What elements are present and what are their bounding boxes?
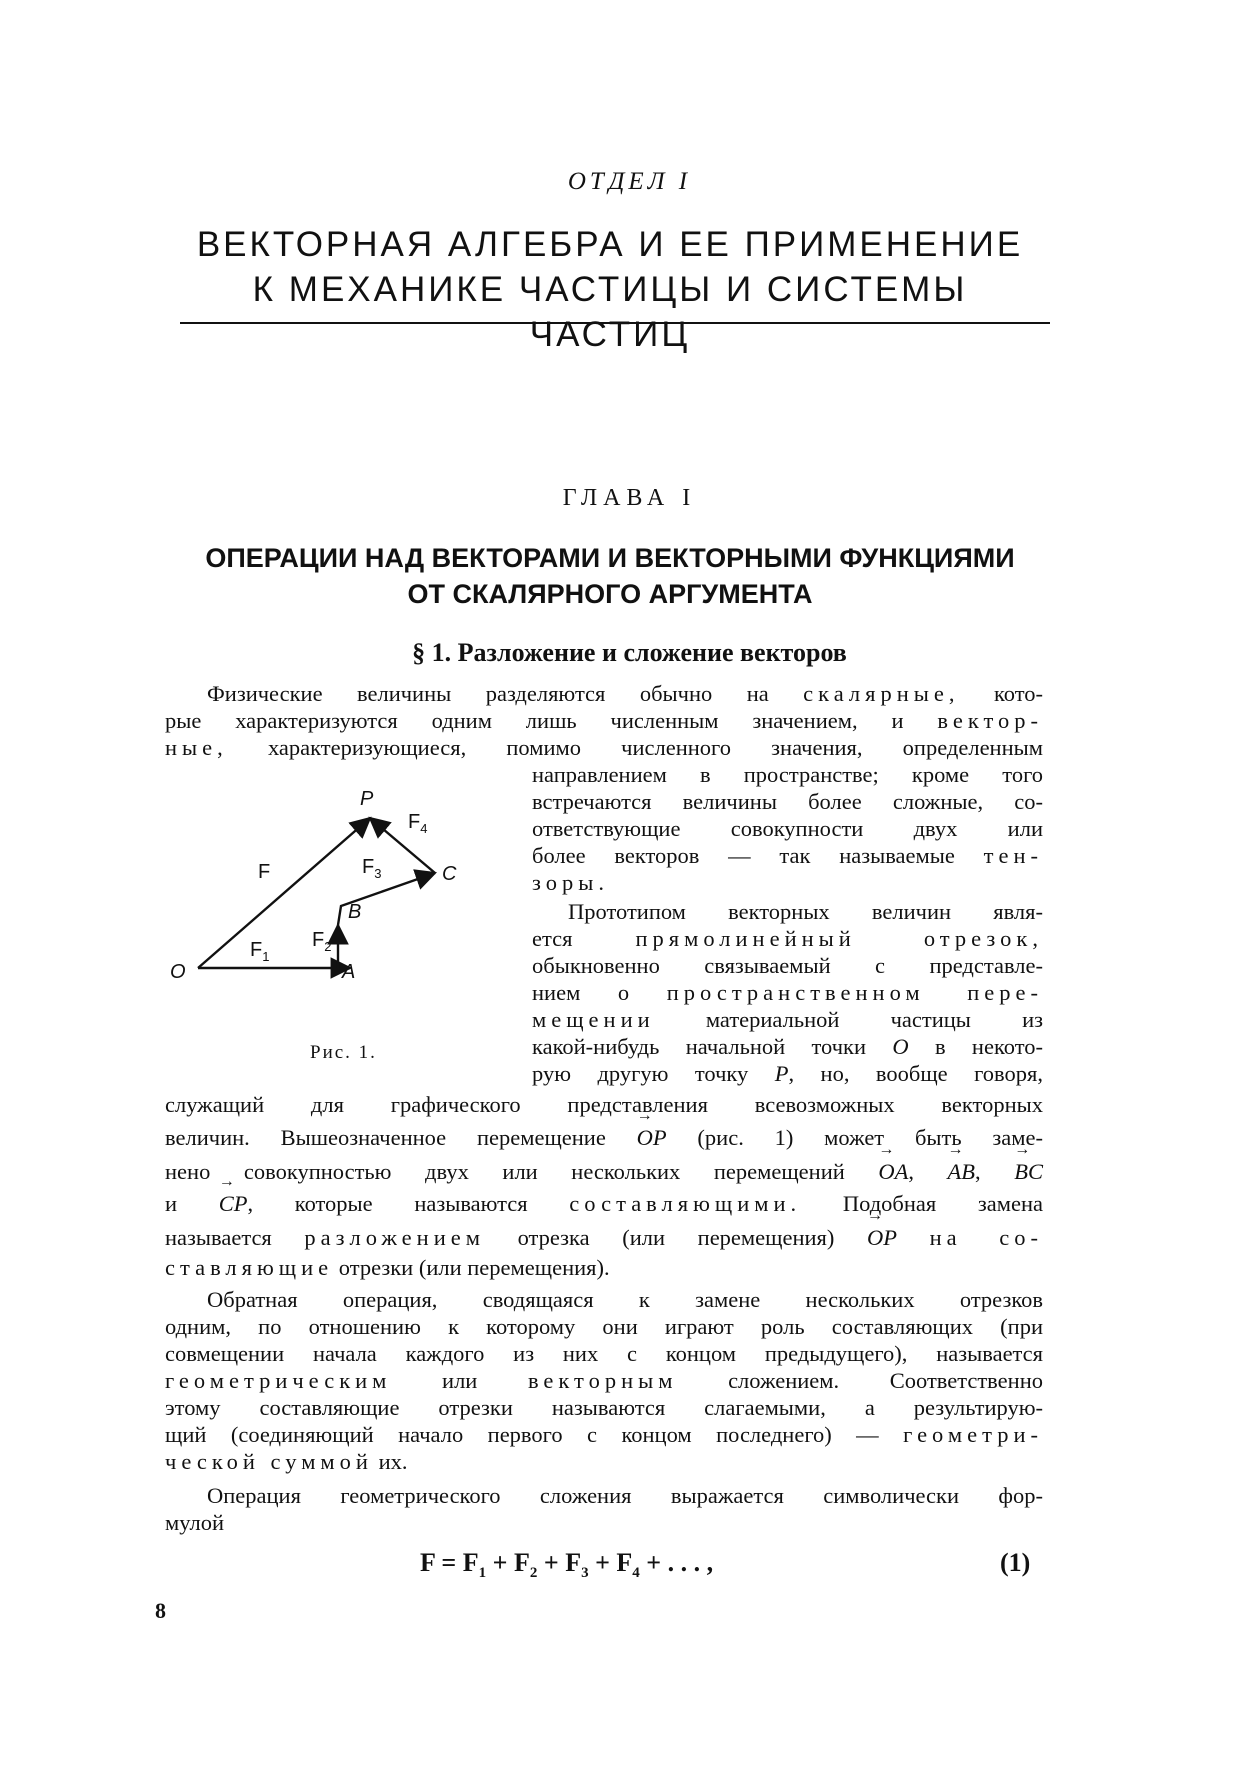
text-run: сложением. Соответственно xyxy=(677,1368,1043,1393)
text-line xyxy=(165,1254,1043,1281)
text-run: ется xyxy=(532,926,636,951)
formula-subscript: 4 xyxy=(632,1565,640,1582)
text-line xyxy=(532,925,1043,952)
text-run: щий (соединяющий начало первого с концом последнего) — xyxy=(165,1422,904,1447)
vector-symbol: → AB xyxy=(948,1158,976,1185)
formula-operator: + xyxy=(588,1548,617,1577)
spaced-term: геометрическим xyxy=(165,1368,392,1393)
vector-symbol: → OP xyxy=(867,1224,897,1251)
part-title xyxy=(170,222,1050,357)
text-line xyxy=(165,707,1043,734)
formula-term: F xyxy=(513,1548,530,1577)
text-run: (рис. 1) может быть заме- xyxy=(666,1125,1043,1150)
text-line xyxy=(532,1060,1043,1087)
formula-operator: + xyxy=(486,1548,514,1577)
text-line: этому составляющие отрезки называются слагаемыми, а результирую- xyxy=(165,1395,1043,1420)
vector-diagram xyxy=(160,768,520,998)
spaced-term: ные, xyxy=(165,735,228,760)
text-run: Подобная замена xyxy=(801,1191,1044,1216)
spaced-term: тен- xyxy=(983,843,1043,868)
formula-subscript: 1 xyxy=(478,1565,487,1582)
text-line: ответствующие совокупности двух или xyxy=(532,816,1043,841)
vector-label-f2: $F_2$ xyxy=(312,929,332,954)
vector-label-f3: $F_3$ xyxy=(362,856,382,881)
text-run: кото- xyxy=(959,681,1043,706)
text-line xyxy=(165,1448,1043,1475)
text-run: рую другую точку xyxy=(532,1061,775,1086)
spaced-term: прямолинейный отрезок, xyxy=(635,926,1043,951)
formula-operator: + xyxy=(537,1548,566,1577)
text-run: , которые называются xyxy=(247,1191,570,1216)
formula-term: F xyxy=(420,1548,435,1577)
text-run: более векторов — так называемые xyxy=(532,843,984,868)
horizontal-rule xyxy=(180,322,1050,324)
spaced-term: на со- xyxy=(929,1225,1043,1250)
text-run: Физические величины разделяются обычно на xyxy=(207,681,804,706)
point-label-c: C xyxy=(442,863,457,885)
spaced-term: векторным xyxy=(527,1368,678,1393)
text-line xyxy=(532,869,1043,896)
text-run: отрезка (или перемещения) xyxy=(484,1225,867,1250)
part-title-line-2: К МЕХАНИКЕ ЧАСТИЦЫ И СИСТЕМЫ ЧАСТИЦ xyxy=(252,270,968,354)
vector-f-arrow xyxy=(198,818,370,968)
point-label-p: P xyxy=(360,788,374,810)
vector-symbol: → OP xyxy=(637,1124,667,1151)
part-title-line-1: ВЕКТОРНАЯ АЛГЕБРА И ЕЕ ПРИМЕНЕНИЕ xyxy=(196,225,1024,264)
formula-number: (1) xyxy=(1000,1548,1031,1577)
spaced-term: ставляющие xyxy=(165,1255,334,1280)
formula-tail: + . . . , xyxy=(639,1548,714,1577)
text-run: их. xyxy=(372,1449,408,1474)
text-run: , xyxy=(908,1159,948,1184)
chapter-label: ГЛАВА I xyxy=(562,485,697,511)
text-run: рые характеризуются одним лишь численным значением, и xyxy=(165,708,938,733)
text-line xyxy=(165,1124,1043,1151)
vector-symbol: → OA xyxy=(878,1158,908,1185)
page-number: 8 xyxy=(155,1598,166,1623)
formula-subscript: 2 xyxy=(529,1565,538,1582)
text-line: обыкновенно связываемый с представле- xyxy=(532,953,1043,978)
vector-label-f1: $F_1$ xyxy=(250,939,270,964)
text-run: называется xyxy=(165,1225,305,1250)
text-line: Прототипом векторных величин явля- xyxy=(568,899,1043,924)
text-line: Обратная операция, сводящаяся к замене нескольких отрезков xyxy=(207,1287,1043,1312)
text-line xyxy=(532,1033,1043,1060)
text-line: одним, по отношению к которому они играют роль составляющих (при xyxy=(165,1314,1043,1339)
spaced-term: геометри- xyxy=(903,1422,1043,1447)
text-line xyxy=(165,1421,1043,1448)
math-symbol: O xyxy=(892,1034,909,1059)
formula-operator: = xyxy=(434,1548,463,1577)
spaced-term: пространственном пере- xyxy=(666,980,1043,1005)
spaced-term: составляющими. xyxy=(569,1191,802,1216)
text-line xyxy=(165,1224,1043,1251)
spaced-term: зоры. xyxy=(532,870,609,895)
chapter-title-line-2: ОТ СКАЛЯРНОГО АРГУМЕНТА xyxy=(407,579,813,609)
spaced-term: вектор- xyxy=(937,708,1043,733)
division-heading: ОТДЕЛ I xyxy=(567,168,692,195)
text-line xyxy=(532,979,1043,1006)
spaced-term: скалярные, xyxy=(803,681,960,706)
text-run: в некото- xyxy=(908,1034,1043,1059)
text-line: служащий для графического представления всевозможных векторных xyxy=(165,1092,1043,1117)
formula-subscript: 3 xyxy=(581,1565,589,1582)
text-line xyxy=(532,842,1043,869)
chapter-title xyxy=(150,540,1070,612)
text-line xyxy=(165,1367,1043,1394)
text-line xyxy=(165,1190,1043,1217)
text-run: нием о xyxy=(532,980,667,1005)
formula-term: F xyxy=(616,1548,633,1577)
text-line: Операция геометрического сложения выражается символически фор- xyxy=(207,1483,1043,1508)
text-line: мулой xyxy=(165,1510,225,1535)
formula-term: F xyxy=(462,1548,479,1577)
formula xyxy=(420,1548,713,1582)
text-run: и xyxy=(165,1191,219,1216)
text-line: совмещении начала каждого из них с концом предыдущего), называется xyxy=(165,1341,1043,1366)
text-line xyxy=(165,734,1043,761)
text-run: нено совокупностью двух или нескольких перемещений xyxy=(165,1159,879,1184)
text-run xyxy=(897,1225,930,1250)
point-label-o: O xyxy=(170,961,186,983)
text-line xyxy=(165,1158,1043,1185)
text-line: встречаются величины более сложные, со- xyxy=(532,789,1043,814)
vector-symbol: → BC xyxy=(1014,1158,1043,1185)
figure-caption: Рис. 1. xyxy=(310,1042,377,1063)
spaced-term: мещении xyxy=(532,1007,655,1032)
text-run: какой-нибудь начальной точки xyxy=(532,1034,893,1059)
section-title: § 1. Разложение и сложение векторов xyxy=(412,638,847,667)
point-label-b: B xyxy=(348,901,362,923)
text-run: характеризующиеся, помимо численного значения, определенным xyxy=(227,735,1043,760)
text-line: направлением в пространстве; кроме того xyxy=(532,762,1043,787)
vector-label-f: F xyxy=(258,861,271,883)
text-run: величин. Вышеозначенное перемещение xyxy=(165,1125,637,1150)
text-line xyxy=(207,680,1043,707)
text-run: отрезки (или перемещения). xyxy=(333,1255,610,1280)
vector-label-f4: $F_4$ xyxy=(408,811,428,836)
text-run: или xyxy=(391,1368,528,1393)
text-run: материальной частицы из xyxy=(654,1007,1043,1032)
text-run: , xyxy=(975,1159,1015,1184)
vector-symbol: → CP xyxy=(219,1190,248,1217)
spaced-term: разложением xyxy=(304,1225,485,1250)
text-line xyxy=(532,1006,1043,1033)
spaced-term: ческой суммой xyxy=(165,1449,373,1474)
point-label-a: A xyxy=(342,961,356,983)
math-symbol: P xyxy=(774,1061,789,1086)
formula-term: F xyxy=(565,1548,582,1577)
text-run: , но, вообще говоря, xyxy=(788,1061,1043,1086)
chapter-title-line-1: ОПЕРАЦИИ НАД ВЕКТОРАМИ И ВЕКТОРНЫМИ ФУНКЦИЯМИ xyxy=(205,543,1015,573)
